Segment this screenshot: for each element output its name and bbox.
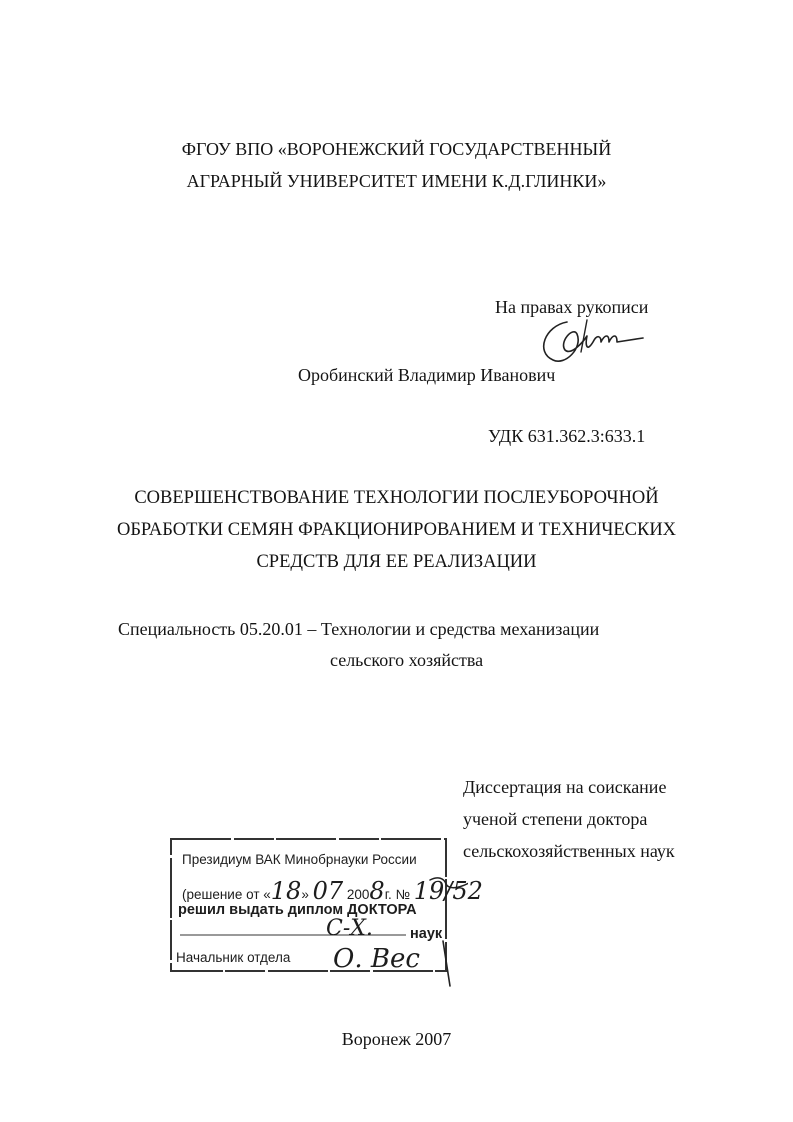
vak-stamp [168, 836, 483, 976]
stamp-line-1: Президиум ВАК Минобрнауки России [182, 852, 417, 867]
title-line-3: СРЕДСТВ ДЛЯ ЕЕ РЕАЛИЗАЦИИ [256, 552, 537, 572]
stamp-year-handwritten: 8 [369, 877, 385, 905]
city-year: Воронеж 2007 [341, 1029, 452, 1049]
stamp-year-prefix: 200 [346, 887, 370, 902]
stamp-sciences: наук [410, 926, 443, 942]
stamp-number-handwritten: 19/52 [413, 877, 483, 905]
stamp-month-handwritten: 07 [312, 877, 344, 905]
stamp-field-handwritten: С-Х. [326, 916, 373, 941]
specialty-line-1: Специальность 05.20.01 – Технологии и средства механизации [118, 619, 600, 639]
dissertation-line-3: сельскохозяйственных наук [463, 841, 675, 861]
stamp-number-label: г. № [384, 887, 410, 902]
udc-code: УДК 631.362.3:633.1 [488, 426, 646, 446]
stamp-line-3: решил выдать диплом ДОКТОРА [178, 902, 417, 918]
stamp-quote-close: » [301, 887, 313, 902]
dissertation-line-2: ученой степени доктора [463, 809, 648, 829]
stamp-decision-line [182, 877, 483, 905]
organization-line-2: АГРАРНЫЙ УНИВЕРСИТЕТ ИМЕНИ К.Д.ГЛИНКИ» [186, 171, 607, 191]
stamp-decision-prefix: (решение от « [182, 887, 271, 902]
stamp-head-signature: О. Вес [333, 944, 420, 974]
organization-line-1: ФГОУ ВПО «ВОРОНЕЖСКИЙ ГОСУДАРСТВЕННЫЙ [181, 139, 612, 159]
specialty-line-2: сельского хозяйства [330, 650, 484, 670]
title-line-2: ОБРАБОТКИ СЕМЯН ФРАКЦИОНИРОВАНИЕМ И ТЕХНИЧЕСКИХ [116, 520, 677, 540]
author-name: Оробинский Владимир Иванович [298, 365, 556, 385]
stamp-day-handwritten: 18 [270, 877, 302, 905]
stamp-head-label: Начальник отдела [176, 950, 291, 965]
dissertation-line-1: Диссертация на соискание [463, 777, 667, 797]
rights-label: На правах рукописи [495, 297, 649, 317]
title-line-1: СОВЕРШЕНСТВОВАНИЕ ТЕХНОЛОГИИ ПОСЛЕУБОРОЧНОЙ [134, 488, 659, 508]
author-signature [525, 312, 655, 372]
